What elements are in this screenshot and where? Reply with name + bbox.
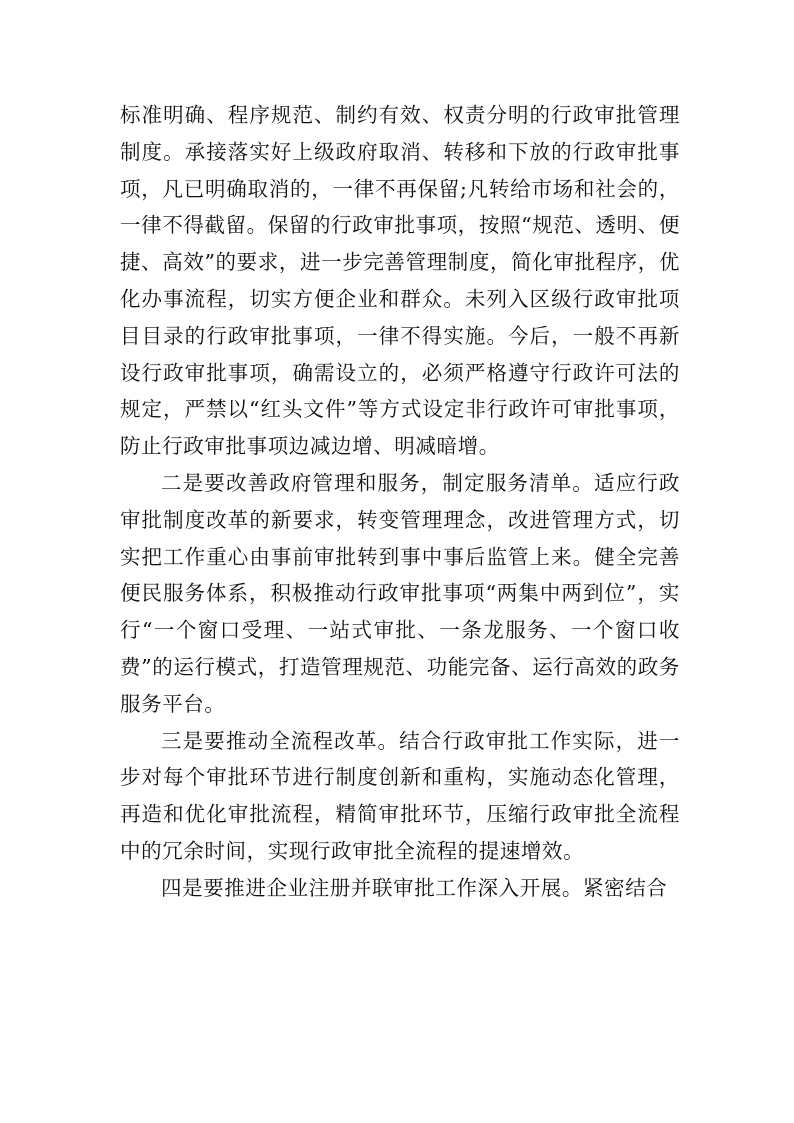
document-body [120, 97, 680, 907]
paragraph-1: 标准明确、程序规范、制约有效、权责分明的行政审批管理制度。承接落实好上级政府取消、转移和下放的行政审批事项，凡已明确取消的，一律不再保留;凡转给市场和社会的，一律不得截留。保留的行政审批事项，按照“规范、透明、便捷、高效”的要求，进一步完善管理制度，简化审批程序，优化办事流程，切实方便企业和群众。未列入区级行政审批项目目录的行政审批事项，一律不得实施。今后，一般不再新设行政审批事项，确需设立的，必须严格遵守行政许可法的规定，严禁以“红头文件”等方式设定非行政许可审批事项，防止行政审批事项边减边增、明减暗增。 [120, 103, 680, 459]
paragraph-3: 三是要推动全流程改革。结合行政审批工作实际，进一步对每个审批环节进行制度创新和重构，实施动态化管理，再造和优化审批流程，精简审批环节，压缩行政审批全流程中的冗余时间，实现行政审批全流程的提速增效。 [120, 728, 680, 863]
paragraph-2: 二是要改善政府管理和服务，制定服务清单。适应行政审批制度改革的新要求，转变管理理念，改进管理方式，切实把工作重心由事前审批转到事中事后监管上来。健全完善便民服务体系，积极推动行政审批事项“两集中两到位”，实行“一个窗口受理、一站式审批、一条龙服务、一个窗口收费”的运行模式，打造管理规范、功能完备、运行高效的政务服务平台。 [120, 470, 680, 716]
paragraph-4: 四是要推进企业注册并联审批工作深入开展。紧密结合 [161, 875, 668, 900]
